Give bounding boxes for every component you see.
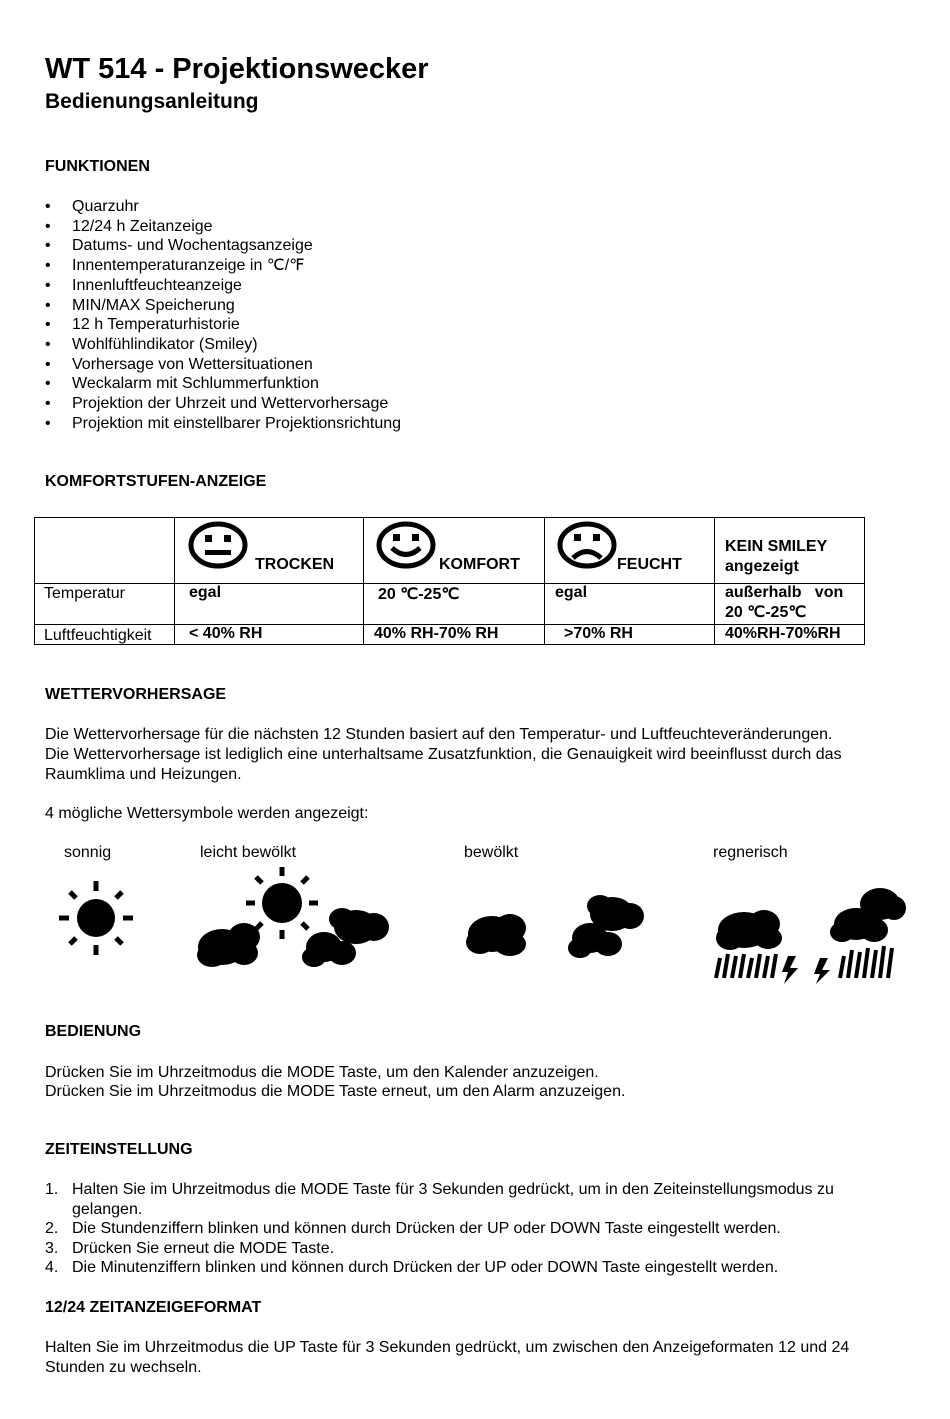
list-item: • Vorhersage von Wettersituationen — [45, 355, 401, 375]
column-header-kein-smiley: KEIN SMILEY — [725, 538, 828, 555]
table-border — [864, 517, 865, 645]
list-item: • Datums- und Wochentagsanzeige — [45, 236, 401, 256]
row-label-temperatur: Temperatur — [44, 585, 125, 602]
table-cell: egal — [189, 584, 222, 601]
column-header-feucht: FEUCHT — [617, 556, 682, 573]
table-border — [714, 517, 715, 645]
document-subtitle: Bedienungsanleitung — [45, 90, 259, 113]
step-text: Die Minutenziffern blinken und können durch Drücken der UP oder DOWN Taste eingestellt werden. — [72, 1259, 779, 1276]
table-cell: außerhalb von — [725, 584, 844, 601]
section-heading-bedienung: BEDIENUNG — [45, 1023, 142, 1040]
step-number: 4. — [45, 1259, 59, 1276]
sad-face-icon — [556, 521, 618, 569]
list-item: • Quarzuhr — [45, 197, 401, 217]
document-title: WT 514 - Projektionswecker — [45, 53, 429, 85]
column-header-komfort: KOMFORT — [439, 556, 520, 573]
table-cell: 40%RH-70%RH — [725, 625, 841, 642]
feature-list — [45, 197, 401, 433]
paragraph: Halten Sie im Uhrzeitmodus die UP Taste für 3 Sekunden gedrückt, um zwischen den Anzeigeformaten 12 und 24 Stunden zu wechseln. — [45, 1339, 850, 1376]
table-cell: 20 ℃-25℃ — [378, 586, 460, 603]
section-heading-funktionen: FUNKTIONEN — [45, 158, 150, 175]
weather-label-sonnig: sonnig — [64, 844, 112, 861]
neutral-face-icon — [187, 521, 249, 569]
smiling-face-icon — [375, 521, 437, 569]
weather-label-bewoelkt: bewölkt — [464, 844, 519, 861]
paragraph-line: Drücken Sie im Uhrzeitmodus die MODE Taste erneut, um den Alarm anzuzeigen. — [45, 1083, 626, 1100]
weather-label-leicht-bewoelkt: leicht bewölkt — [200, 844, 297, 861]
list-item: • Innenluftfeuchteanzeige — [45, 276, 401, 296]
weather-label-regnerisch: regnerisch — [713, 844, 788, 861]
table-border — [34, 517, 35, 645]
list-item: • Projektion der Uhrzeit und Wettervorhersage — [45, 394, 401, 414]
sun-icon — [56, 878, 136, 958]
rain-cloud-icon — [708, 886, 908, 986]
paragraph-line: Drücken Sie im Uhrzeitmodus die MODE Taste, um den Kalender anzuzeigen. — [45, 1064, 599, 1081]
section-heading-zeitanzeigeformat: 12/24 ZEITANZEIGEFORMAT — [45, 1299, 262, 1316]
column-header-kein-smiley-line2: angezeigt — [725, 558, 799, 575]
table-border — [544, 517, 545, 645]
sun-cloud-icon — [194, 865, 394, 977]
table-border — [174, 517, 175, 645]
section-heading-zeiteinstellung: ZEITEINSTELLUNG — [45, 1141, 193, 1158]
list-item — [45, 1239, 905, 1259]
step-number: 1. — [45, 1181, 59, 1198]
step-number: 2. — [45, 1220, 59, 1237]
list-item: • Wohlfühlindikator (Smiley) — [45, 335, 401, 355]
list-item: • MIN/MAX Speicherung — [45, 296, 401, 316]
step-text: Die Stundenziffern blinken und können durch Drücken der UP oder DOWN Taste eingestellt werden. — [72, 1220, 781, 1237]
row-label-luftfeuchtigkeit: Luftfeuchtigkeit — [44, 627, 152, 644]
column-header-trocken: TROCKEN — [255, 556, 335, 573]
table-cell: < 40% RH — [189, 625, 263, 642]
table-cell: 40% RH-70% RH — [374, 625, 499, 642]
list-item: • 12 h Temperaturhistorie — [45, 315, 401, 335]
paragraph-line: 4 mögliche Wettersymbole werden angezeigt: — [45, 805, 369, 822]
table-cell: >70% RH — [564, 625, 633, 642]
table-cell: 20 ℃-25℃ — [725, 604, 807, 621]
list-item: • 12/24 h Zeitanzeige — [45, 217, 401, 237]
list-item: • Weckalarm mit Schlummerfunktion — [45, 374, 401, 394]
table-cell: egal — [555, 584, 588, 601]
list-item — [45, 1219, 905, 1239]
step-text: Drücken Sie erneut die MODE Taste. — [72, 1239, 335, 1257]
paragraph-line: Raumklima und Heizungen. — [45, 766, 242, 783]
section-heading-komfort: KOMFORTSTUFEN-ANZEIGE — [45, 473, 267, 490]
cloud-icon — [462, 892, 652, 972]
list-item — [45, 1180, 905, 1219]
paragraph-line: Die Wettervorhersage für die nächsten 12 Stunden basiert auf den Temperatur- und Luftfeuchteveränderungen. — [45, 726, 833, 743]
step-text: Halten Sie im Uhrzeitmodus die MODE Taste für 3 Sekunden gedrückt, um in den Zeiteinstellungsmodus zu gelangen. — [72, 1181, 834, 1218]
list-item: • Innentemperaturanzeige in ℃/℉ — [45, 256, 401, 276]
steps-list — [45, 1180, 905, 1278]
section-heading-wetter: WETTERVORHERSAGE — [45, 686, 227, 703]
comfort-table — [34, 517, 865, 645]
list-item: • Projektion mit einstellbarer Projektionsrichtung — [45, 414, 401, 434]
list-item — [45, 1258, 905, 1278]
table-border — [363, 517, 364, 645]
table-border — [34, 517, 865, 518]
step-number: 3. — [45, 1239, 59, 1257]
paragraph-line: Die Wettervorhersage ist lediglich eine unterhaltsame Zusatzfunktion, die Genauigkeit wird beeinflusst durch das — [45, 746, 842, 763]
table-border — [34, 644, 865, 645]
